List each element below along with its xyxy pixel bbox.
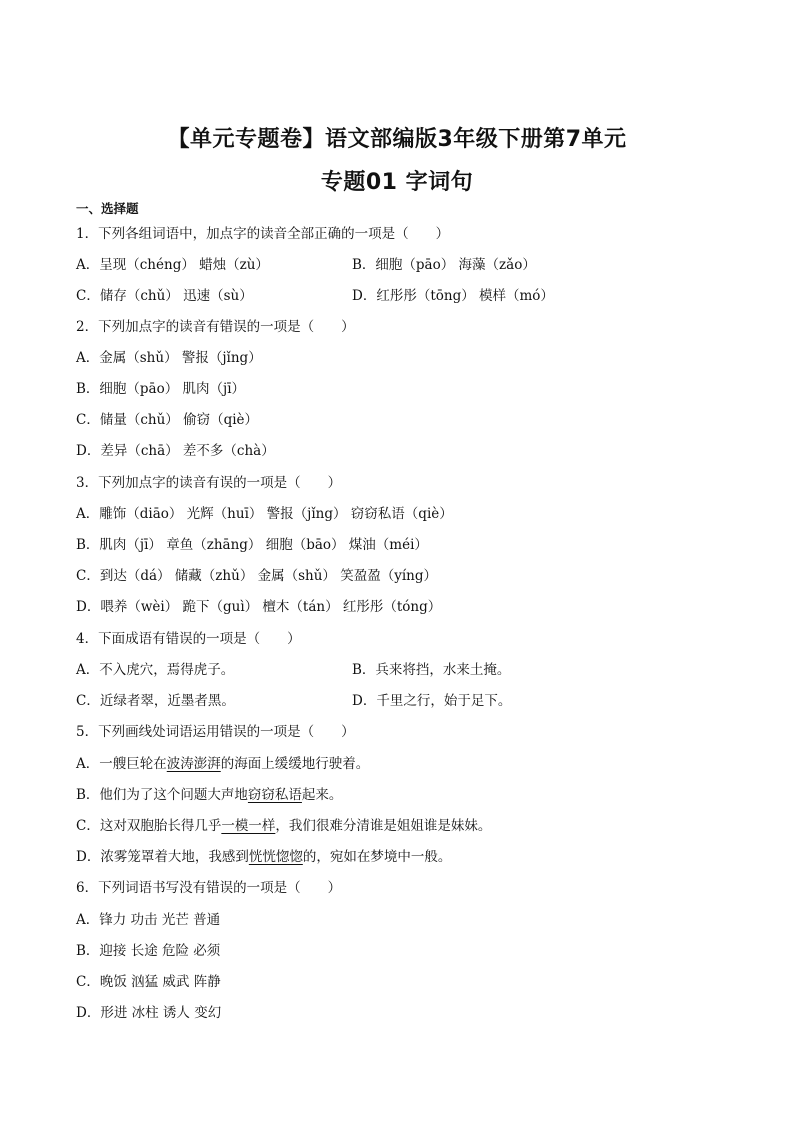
section-heading: 一、选择题	[76, 201, 139, 216]
question-4-option-d: D．千里之行，始于足下。	[352, 693, 512, 709]
question-4-option-b: B．兵来将挡，水来土掩。	[352, 662, 511, 678]
question-6-option-d: D．形进 冰柱 诱人 变幻	[76, 1005, 222, 1021]
option-a-underlined-phrase: 波涛澎湃	[166, 756, 221, 772]
question-1-stem: 1．下列各组词语中，加点字的读音全部正确的一项是（ ）	[76, 226, 450, 242]
option-b-text-before: B．他们为了这个问题大声地	[76, 787, 248, 803]
question-1-option-c: C．储存（chǔ） 迅速（sù）	[76, 288, 253, 304]
question-3-stem: 3．下列加点字的读音有误的一项是（ ）	[76, 475, 342, 491]
question-3-option-d: D．喂养（wèi） 跪下（guì） 檀木（tán） 红彤彤（tóng）	[76, 599, 442, 615]
question-5-option-b	[76, 786, 342, 804]
question-6-option-b: B．迎接 长途 危险 必须	[76, 943, 221, 959]
option-d-underlined-phrase: 恍恍惚惚	[248, 849, 303, 865]
question-5-option-a	[76, 755, 369, 773]
option-c-text-before: C．这对双胞胎长得几乎	[76, 818, 222, 834]
question-6-stem: 6．下列词语书写没有错误的一项是（ ）	[76, 880, 342, 896]
option-b-underlined-phrase: 窃窃私语	[247, 787, 302, 803]
document-subtitle: 专题01 字词句	[320, 170, 474, 195]
question-2-option-d: D．差异（chā） 差不多（chà）	[76, 443, 275, 459]
question-3-option-b: B．肌肉（jī） 章鱼（zhāng） 细胞（bāo） 煤油（méi）	[76, 537, 428, 553]
option-a-text-before: A．一艘巨轮在	[76, 756, 167, 772]
question-1-option-d: D．红彤彤（tōng） 模样（mó）	[352, 288, 554, 304]
question-4-stem: 4．下面成语有错误的一项是（ ）	[76, 631, 301, 647]
question-4-option-a: A．不入虎穴，焉得虎子。	[76, 662, 235, 678]
question-5-option-c	[76, 817, 491, 835]
option-d-text-after: 的，宛如在梦境中一般。	[302, 849, 452, 865]
option-b-text-after: 起来。	[301, 787, 343, 803]
question-3-option-c: C．到达（dá） 储藏（zhǔ） 金属（shǔ） 笑盈盈（yíng）	[76, 568, 437, 584]
question-5-stem: 5．下列画线处词语运用错误的一项是（ ）	[76, 724, 355, 740]
question-2-option-c: C．储量（chǔ） 偷窃（qiè）	[76, 412, 259, 428]
question-2-option-b: B．细胞（pāo） 肌肉（jī）	[76, 381, 246, 397]
question-1-option-b: B．细胞（pāo） 海藻（zǎo）	[352, 257, 536, 273]
question-6-option-a: A．锋力 功击 光芒 普通	[76, 912, 221, 928]
question-6-option-c: C．晚饭 汹猛 威武 阵静	[76, 974, 221, 990]
question-1-option-a: A．呈现（chéng） 蜡烛（zù）	[76, 257, 269, 273]
question-2-option-a: A．金属（shǔ） 警报（jǐng）	[76, 350, 262, 366]
question-3-option-a: A．雕饰（diāo） 光辉（huī） 警报（jǐng） 窃窃私语（qiè）	[76, 506, 453, 522]
option-d-text-before: D．浓雾笼罩着大地，我感到	[76, 849, 249, 865]
question-4-option-c: C．近绿者翠，近墨者黑。	[76, 693, 235, 709]
option-c-text-after: ，我们很难分清谁是姐姐谁是妹妹。	[275, 818, 492, 834]
option-a-text-after: 的海面上缓缓地行驶着。	[220, 756, 370, 772]
option-c-underlined-phrase: 一模一样	[221, 818, 276, 834]
document-title: 【单元专题卷】语文部编版3年级下册第7单元	[167, 127, 627, 152]
question-5-option-d	[76, 848, 451, 866]
question-2-stem: 2．下列加点字的读音有错误的一项是（ ）	[76, 319, 355, 335]
